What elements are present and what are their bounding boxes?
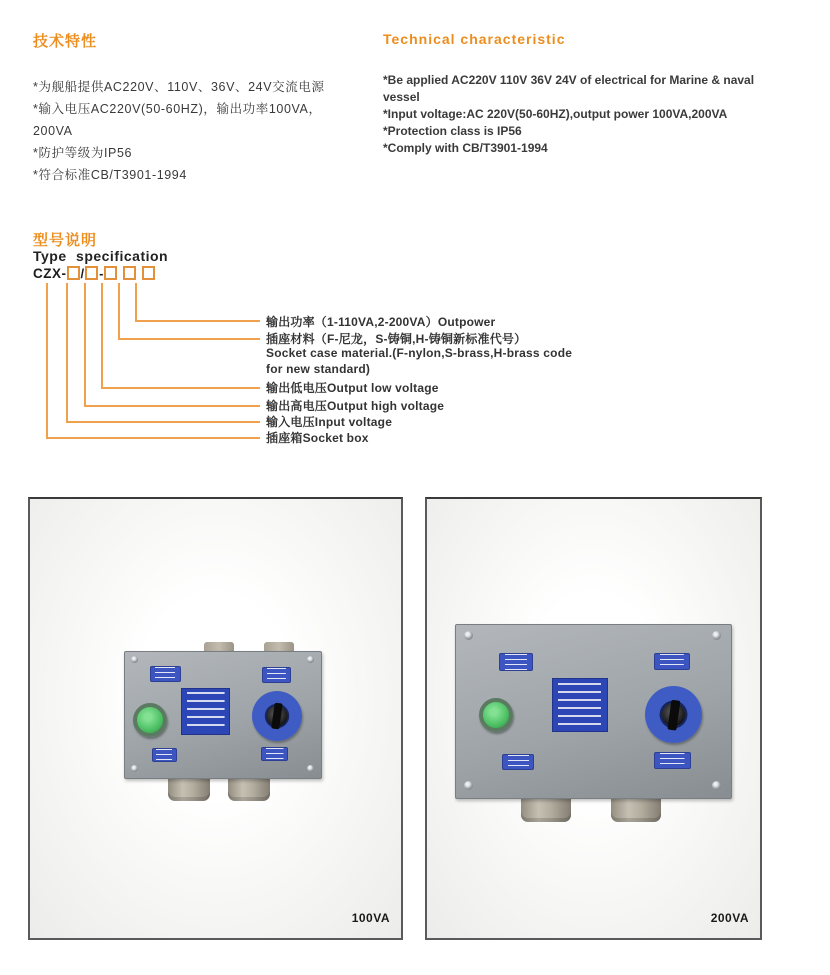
callout-line (46, 437, 260, 439)
typespec-heading-cn: 型号说明 (33, 232, 98, 249)
screw-icon (131, 656, 138, 663)
screw-icon (712, 781, 721, 790)
typespec-heading-en: Type specification (33, 248, 169, 264)
model-box-output-low-voltage (104, 266, 117, 280)
model-separator: / (80, 265, 85, 281)
cable-gland (521, 796, 571, 822)
tech-item-cn: *防护等级为IP56 (33, 146, 133, 160)
screw-icon (307, 765, 314, 772)
callout-line (84, 283, 86, 407)
nameplate-label (153, 749, 176, 761)
callout-case-material-en: Socket case material.(F-nylon,S-brass,H-brass code (266, 346, 573, 360)
nameplate-label (655, 654, 689, 669)
tech-item-cn: *为舰船提供AC220V、110V、36V、24V交流电源 (33, 80, 325, 94)
callout-socket-box: 插座箱Socket box (266, 431, 369, 445)
callout-output-low-voltage: 输出低电压Output low voltage (266, 381, 439, 395)
socket-box-device-100va (124, 651, 322, 779)
callout-output-high-voltage: 输出高电压Output high voltage (266, 399, 445, 413)
callout-line (101, 387, 260, 389)
rating-plate (553, 679, 607, 731)
tech-list-cn (33, 76, 383, 186)
tech-item-en: *Comply with CB/T3901-1994 (383, 141, 548, 155)
nameplate-label (503, 755, 533, 769)
screw-icon (712, 631, 721, 640)
cable-gland (168, 777, 210, 801)
callout-line (66, 283, 68, 423)
nameplate-label (151, 667, 180, 681)
tech-item-cn: 200VA (33, 124, 73, 138)
tech-item-en: *Be applied AC220V 110V 36V 24V of electrical for Marine & naval (383, 73, 755, 87)
model-prefix: CZX- (33, 265, 67, 281)
cable-gland (228, 777, 270, 801)
model-separator: - (99, 265, 104, 281)
screw-icon (307, 656, 314, 663)
callout-input-voltage: 输入电压Input voltage (266, 415, 393, 429)
product-photo-100va (28, 497, 403, 940)
rating-plate (182, 689, 229, 734)
tech-heading-cn: 技术特性 (33, 33, 98, 50)
product-photo-200va (425, 497, 762, 940)
socket-box-device-200va (455, 624, 732, 799)
tech-item-cn: *输入电压AC220V(50-60HZ)，输出功率100VA， (33, 102, 322, 116)
model-box-outpower (142, 266, 155, 280)
tech-item-en: vessel (383, 90, 420, 104)
socket-outlet (645, 686, 702, 743)
callout-line (135, 283, 137, 322)
screw-icon (131, 765, 138, 772)
socket-outlet (252, 691, 302, 741)
callout-line (46, 283, 48, 439)
cable-gland (611, 796, 661, 822)
model-box-input-voltage (67, 266, 80, 280)
callout-line (118, 283, 120, 340)
photo-caption-200va: 200VA (710, 911, 749, 925)
green-power-button (133, 703, 167, 737)
nameplate-label (262, 748, 287, 760)
screw-icon (464, 631, 473, 640)
callout-case-material-en2: for new standard) (266, 362, 371, 376)
tech-heading-en: Technical characteristic (383, 31, 566, 47)
callout-line (101, 283, 103, 389)
tech-item-en: *Input voltage:AC 220V(50-60HZ),output power 100VA,200VA (383, 107, 728, 121)
model-box-output-high-voltage (85, 266, 98, 280)
model-box-case-material (123, 266, 136, 280)
callout-case-material-cn: 插座材料（F-尼龙，S-铸铜,H-铸铜新标准代号） (266, 332, 527, 346)
callout-line (66, 421, 260, 423)
callout-line (84, 405, 260, 407)
callout-line (135, 320, 260, 322)
green-power-button (479, 698, 513, 732)
tech-list-en (383, 72, 813, 157)
screw-icon (464, 781, 473, 790)
photo-caption-100va: 100VA (351, 911, 390, 925)
nameplate-label (500, 654, 532, 670)
nameplate-label (655, 753, 690, 768)
nameplate-label (263, 668, 290, 682)
tech-item-cn: *符合标准CB/T3901-1994 (33, 168, 187, 182)
tech-item-en: *Protection class is IP56 (383, 124, 522, 138)
model-code (33, 265, 155, 281)
callout-outpower: 输出功率（1-110VA,2-200VA）Outpower (266, 315, 496, 329)
callout-line (118, 338, 260, 340)
